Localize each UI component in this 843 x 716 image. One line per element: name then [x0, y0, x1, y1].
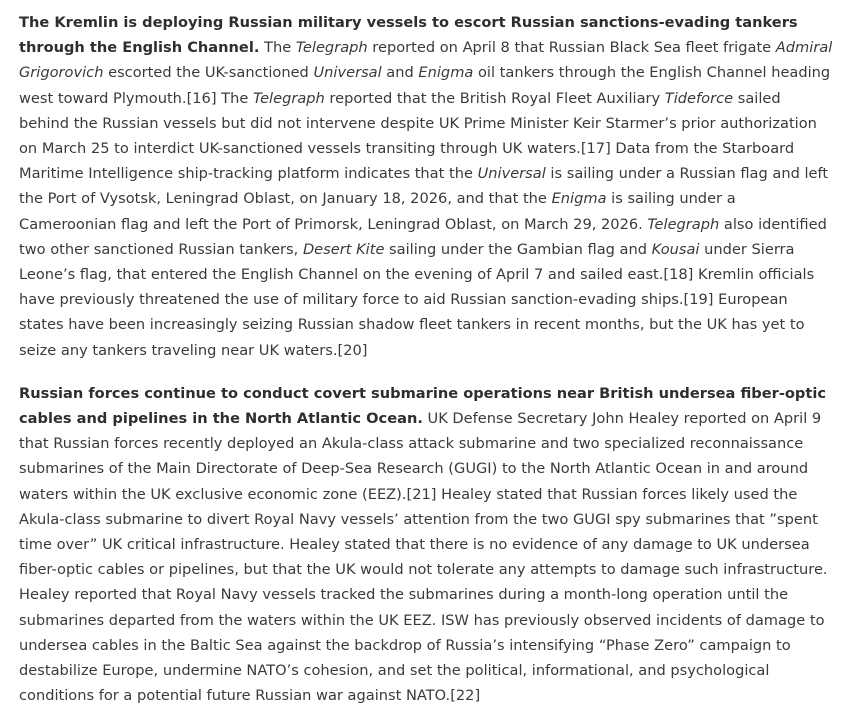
article-body: [19, 10, 833, 708]
footnote-reference[interactable]: [18]: [663, 266, 694, 284]
body-text: is sailing under a Cameroonian flag and left the Port of Primorsk, Leningrad Oblast, on March 29, 2026.: [19, 190, 736, 233]
footnote-reference[interactable]: [22]: [450, 687, 481, 705]
body-text: Data from the Starboard Maritime Intelligence ship-tracking platform indicates that the: [19, 140, 795, 183]
body-text: Kremlin officials have previously threatened the use of military force to aid Russian sanction-evading ships.: [19, 266, 815, 309]
paragraph-lead: The Kremlin is deploying Russian military vessels to escort Russian sanctions-evading tankers through the English Channel.: [19, 14, 798, 57]
italic-title: Kousai: [651, 240, 700, 258]
body-text: The: [216, 89, 253, 107]
paragraph-lead: Russian forces continue to conduct covert submarine operations near British undersea fiber-optic cables and pipelines in the North Atlantic Ocean.: [19, 384, 826, 428]
paragraph-body: [19, 39, 832, 358]
body-text: sailing under the Gambian flag and: [384, 240, 652, 258]
footnote-reference[interactable]: [19]: [683, 291, 714, 309]
italic-title: Universal: [313, 64, 382, 82]
body-text: UK Defense Secretary John Healey reported on April 9 that Russian forces recently deployed an Akula-class attack submarine and two specialized reconnaissance submarines of the Main Directorate of Deep-Sea Research (GUGI) to the North Atlantic Ocean in and around waters within the UK exclusive economic zone (EEZ).: [19, 410, 822, 503]
body-text: under Sierra Leone’s flag, that entered the English Channel on the evening of April 7 and sailed east.: [19, 240, 795, 284]
italic-title: Admiral Grigorovich: [19, 39, 833, 82]
footnote-reference[interactable]: [21]: [406, 485, 437, 503]
body-text: sailed behind the Russian vessels but did not intervene despite UK Prime Minister Keir Starmer’s prior authorization on March 25 to interdict UK-sanctioned vessels transiting through UK waters.: [19, 89, 817, 158]
italic-title: Enigma: [418, 64, 474, 82]
body-text: is sailing under a Russian flag and left the Port of Vysotsk, Leningrad Oblast, on January 18, 2026, and that the: [19, 165, 829, 208]
footnote-reference[interactable]: [17]: [580, 140, 611, 158]
body-text: Healey stated that Russian forces likely used the Akula-class submarine to divert Royal Navy vessels’ attention from the two GUGI spy submarines that ”spent time over” UK critical infrastructure. Healey stated that there is no evidence of any damage to UK undersea fiber-optic cables or pipelines, but that the UK would not tolerate any attempts to damage such infrastructure. Healey reported that Royal Navy vessels tracked the submarines during a month-long operation until the submarines departed from the waters within the UK EEZ. ISW has previously observed incidents of damage to undersea cables in the Baltic Sea against the backdrop of Russia’s intensifying “Phase Zero” campaign to destabilize Europe, undermine NATO’s cohesion, and set the political, informational, and psychological conditions for a potential future Russian war against NATO.: [19, 485, 828, 705]
paragraph-body: [19, 410, 828, 704]
body-text: and: [381, 64, 419, 82]
footnote-reference[interactable]: [16]: [186, 89, 217, 107]
body-text: also identified two other sanctioned Russian tankers,: [19, 215, 827, 258]
paragraph-kremlin-tanker-escort: [19, 10, 833, 363]
italic-title: Desert Kite: [302, 240, 385, 258]
paragraph-submarine-operations: [19, 381, 833, 709]
body-text: European states have been increasingly seizing Russian shadow fleet tankers in recent months, but the UK has yet to seize any tankers traveling near UK waters.: [19, 291, 805, 359]
italic-title: Universal: [477, 165, 546, 183]
body-text: The: [259, 39, 296, 57]
italic-title: Enigma: [551, 190, 607, 208]
body-text: oil tankers through the English Channel heading west toward Plymouth.: [19, 64, 831, 107]
body-text: reported on April 8 that Russian Black Sea fleet frigate: [367, 39, 776, 57]
footnote-reference[interactable]: [20]: [337, 341, 368, 359]
italic-title: Telegraph: [647, 215, 720, 233]
body-text: escorted the UK-sanctioned: [103, 64, 314, 82]
italic-title: Telegraph: [252, 89, 325, 107]
italic-title: Telegraph: [295, 39, 368, 57]
body-text: reported that the British Royal Fleet Auxiliary: [324, 89, 665, 107]
italic-title: Tideforce: [664, 89, 734, 107]
